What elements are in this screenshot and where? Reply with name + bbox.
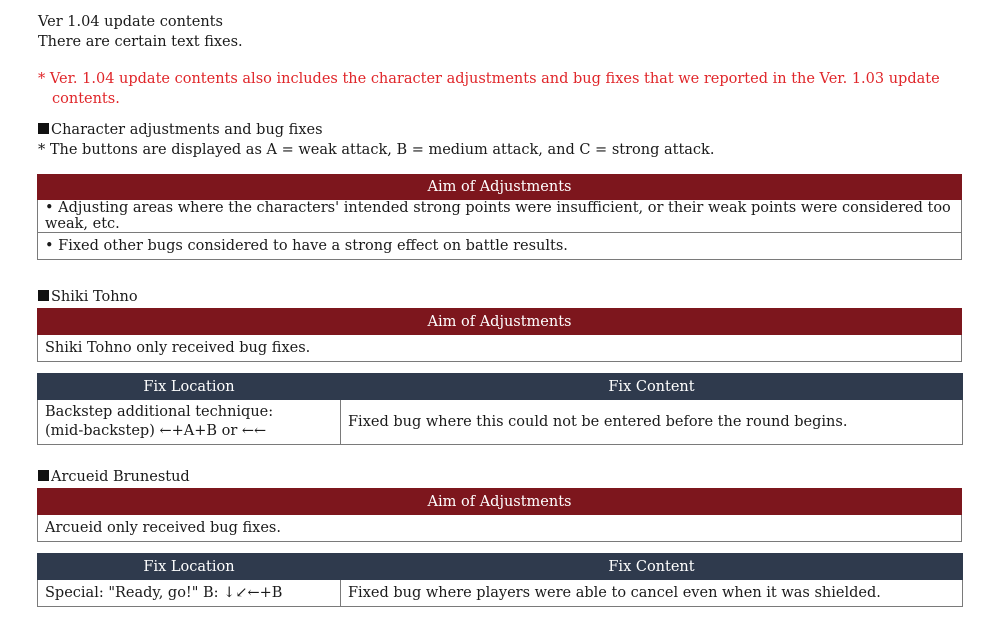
fix-location-header: Fix Location xyxy=(38,554,341,580)
shiki-fix-table xyxy=(37,373,963,445)
fix-location-header: Fix Location xyxy=(38,374,341,400)
fix-content-cell: Fixed bug where this could not be entered before the round begins. xyxy=(341,400,963,445)
general-aim-table xyxy=(37,174,962,260)
square-bullet-icon xyxy=(38,123,49,134)
shiki-aim-table xyxy=(37,308,962,362)
section-heading-arcueid: Arcueid Brunestud xyxy=(38,467,190,487)
section-heading-shiki: Shiki Tohno xyxy=(38,287,138,307)
aim-row: • Fixed other bugs considered to have a strong effect on battle results. xyxy=(38,233,962,260)
aim-header: Aim of Adjustments xyxy=(38,309,962,335)
section-heading-general: Character adjustments and bug fixes xyxy=(38,120,323,140)
buttons-note: * The buttons are displayed as A = weak attack, B = medium attack, and C = strong attack. xyxy=(38,142,715,158)
fix-location-cell: Special: "Ready, go!" B: ↓↙←+B xyxy=(38,580,341,607)
aim-header: Aim of Adjustments xyxy=(38,175,962,200)
arcueid-aim-table xyxy=(37,488,962,542)
page-title: Ver 1.04 update contents xyxy=(38,14,223,30)
square-bullet-icon xyxy=(38,290,49,301)
update-note-line-1: * Ver. 1.04 update contents also includes the character adjustments and bug fixes that we reported in the Ver. 1.03 update xyxy=(38,71,940,87)
fix-location-cell: Backstep additional technique: (mid-backstep) ←+A+B or ←← xyxy=(38,400,341,445)
aim-header: Aim of Adjustments xyxy=(38,489,962,515)
page-subtitle: There are certain text fixes. xyxy=(38,34,243,50)
square-bullet-icon xyxy=(38,470,49,481)
update-note-line-2: contents. xyxy=(52,91,120,107)
aim-text: Shiki Tohno only received bug fixes. xyxy=(38,335,962,362)
arcueid-fix-table xyxy=(37,553,963,607)
fix-content-cell: Fixed bug where players were able to cancel even when it was shielded. xyxy=(341,580,963,607)
fix-content-header: Fix Content xyxy=(341,554,963,580)
aim-text: Arcueid only received bug fixes. xyxy=(38,515,962,542)
aim-row: • Adjusting areas where the characters' intended strong points were insufficient, or their weak points were considered too weak, etc. xyxy=(38,200,962,233)
fix-content-header: Fix Content xyxy=(341,374,963,400)
